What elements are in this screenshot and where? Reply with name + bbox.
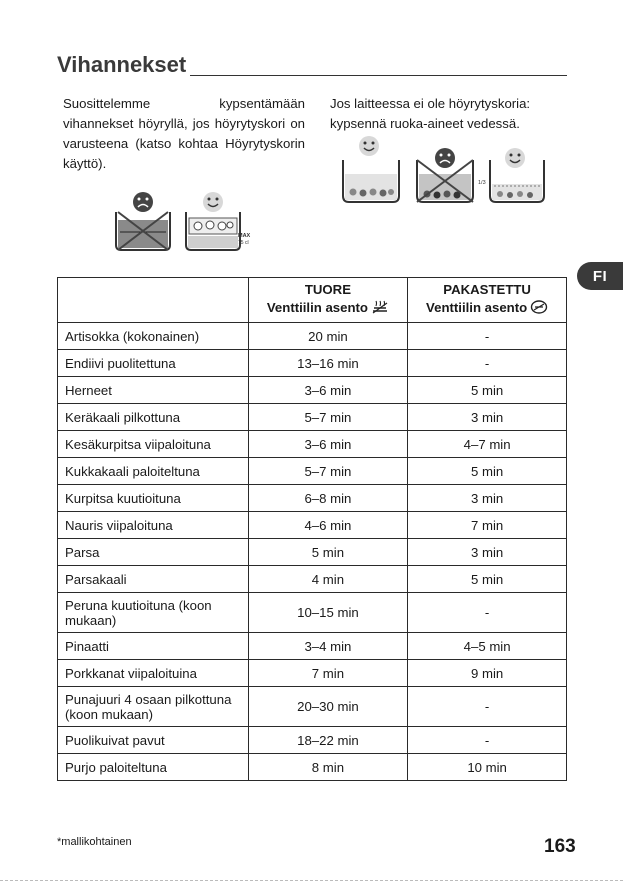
table-row	[58, 754, 567, 781]
page-edge-divider	[0, 880, 623, 881]
cell-fresh-time: 3–6 min	[248, 431, 408, 458]
cell-frozen-time: 3 min	[408, 539, 567, 566]
happy-face-icon	[505, 148, 525, 168]
cell-fresh-time: 6–8 min	[248, 485, 408, 512]
table-header-frozen	[408, 278, 567, 323]
sad-face-icon	[435, 148, 455, 168]
title-rule	[190, 75, 567, 76]
table-row	[58, 512, 567, 539]
cell-frozen-time: -	[408, 687, 567, 727]
cell-frozen-time: -	[408, 323, 567, 350]
cell-vegetable: Purjo paloiteltuna	[58, 754, 249, 781]
page-number: 163	[544, 836, 576, 857]
cell-vegetable: Porkkanat viipaloituina	[58, 660, 249, 687]
cell-vegetable: Artisokka (kokonainen)	[58, 323, 249, 350]
fraction-label: 1/3	[478, 180, 486, 186]
cell-frozen-time: 9 min	[408, 660, 567, 687]
cell-fresh-time: 5–7 min	[248, 404, 408, 431]
water-cooking-illustration	[337, 134, 549, 206]
cell-vegetable: Puolikuivat pavut	[58, 727, 249, 754]
cell-frozen-time: 10 min	[408, 754, 567, 781]
table-row	[58, 727, 567, 754]
cell-fresh-time: 4–6 min	[248, 512, 408, 539]
cell-fresh-time: 20–30 min	[248, 687, 408, 727]
intro-text-left: Suosittelemme kypsentämään vihannekset höyryllä, jos höyrytyskori on varusteena (katso kohtaa Höyrytyskorin käyttö).	[63, 96, 305, 171]
pot-correct-icon	[343, 160, 399, 202]
valve-steam-icon	[371, 299, 389, 320]
table-row	[58, 687, 567, 727]
cell-fresh-time: 20 min	[248, 323, 408, 350]
cooking-times-table	[57, 277, 567, 781]
cell-frozen-time: 4–5 min	[408, 633, 567, 660]
cell-vegetable: Kukkakaali paloiteltuna	[58, 458, 249, 485]
table-row	[58, 458, 567, 485]
table-header-fresh	[248, 278, 408, 323]
valve-pressure-icon	[530, 299, 548, 320]
cell-vegetable: Nauris viipaloituna	[58, 512, 249, 539]
cell-fresh-time: 5 min	[248, 539, 408, 566]
cell-vegetable: Keräkaali pilkottuna	[58, 404, 249, 431]
table-row	[58, 323, 567, 350]
sad-face-icon	[133, 192, 153, 212]
cell-vegetable: Endiivi puolitettuna	[58, 350, 249, 377]
cell-vegetable: Kurpitsa kuutioituna	[58, 485, 249, 512]
cell-vegetable: Kesäkurpitsa viipaloituna	[58, 431, 249, 458]
table-row	[58, 633, 567, 660]
cell-fresh-time: 3–6 min	[248, 377, 408, 404]
pot-correct-icon	[186, 212, 240, 250]
volume-label: 75 cl	[238, 240, 249, 246]
table-row	[58, 431, 567, 458]
header-fresh-valve: Venttiilin asento	[266, 299, 368, 315]
table-row	[58, 539, 567, 566]
cell-fresh-time: 10–15 min	[248, 593, 408, 633]
cell-fresh-time: 7 min	[248, 660, 408, 687]
cell-fresh-time: 3–4 min	[248, 633, 408, 660]
max-label: MAX	[238, 233, 251, 239]
cell-vegetable: Peruna kuutioituna (koon mukaan)	[58, 593, 249, 633]
cell-frozen-time: -	[408, 727, 567, 754]
header-frozen-valve: Venttiilin asento	[426, 299, 528, 315]
cell-frozen-time: 3 min	[408, 485, 567, 512]
cell-fresh-time: 5–7 min	[248, 458, 408, 485]
happy-face-icon	[203, 192, 223, 212]
cell-vegetable: Punajuuri 4 osaan pilkottuna (koon mukaan)	[58, 687, 249, 727]
cell-fresh-time: 4 min	[248, 566, 408, 593]
cell-fresh-time: 8 min	[248, 754, 408, 781]
footnote: *mallikohtainen	[57, 836, 132, 848]
cell-fresh-time: 13–16 min	[248, 350, 408, 377]
pot-incorrect-icon	[116, 212, 170, 250]
table-body	[58, 323, 567, 781]
cell-vegetable: Parsa	[58, 539, 249, 566]
cell-frozen-time: 7 min	[408, 512, 567, 539]
page-title: Vihannekset	[57, 52, 187, 77]
cell-frozen-time: 4–7 min	[408, 431, 567, 458]
language-tab: FI	[577, 262, 623, 290]
cell-frozen-time: 5 min	[408, 458, 567, 485]
table-row	[58, 566, 567, 593]
table-row	[58, 485, 567, 512]
table-row	[58, 350, 567, 377]
cell-frozen-time: -	[408, 350, 567, 377]
cell-frozen-time: -	[408, 593, 567, 633]
table-row	[58, 377, 567, 404]
cell-frozen-time: 5 min	[408, 377, 567, 404]
header-fresh-label: TUORE	[304, 281, 351, 297]
cell-vegetable: Pinaatti	[58, 633, 249, 660]
cell-vegetable: Herneet	[58, 377, 249, 404]
intro-text-right: Jos laitteessa ei ole höyrytyskoria: kypsennä ruoka-aineet vedessä.	[330, 96, 531, 131]
cell-frozen-time: 3 min	[408, 404, 567, 431]
header-frozen-label: PAKASTETTU	[443, 281, 531, 297]
cell-vegetable: Parsakaali	[58, 566, 249, 593]
happy-face-icon	[359, 136, 379, 156]
table-header-vegetable	[58, 278, 249, 323]
table-row	[58, 404, 567, 431]
steam-basket-illustration	[108, 190, 258, 260]
table-row	[58, 593, 567, 633]
cell-fresh-time: 18–22 min	[248, 727, 408, 754]
table-row	[58, 660, 567, 687]
cell-frozen-time: 5 min	[408, 566, 567, 593]
